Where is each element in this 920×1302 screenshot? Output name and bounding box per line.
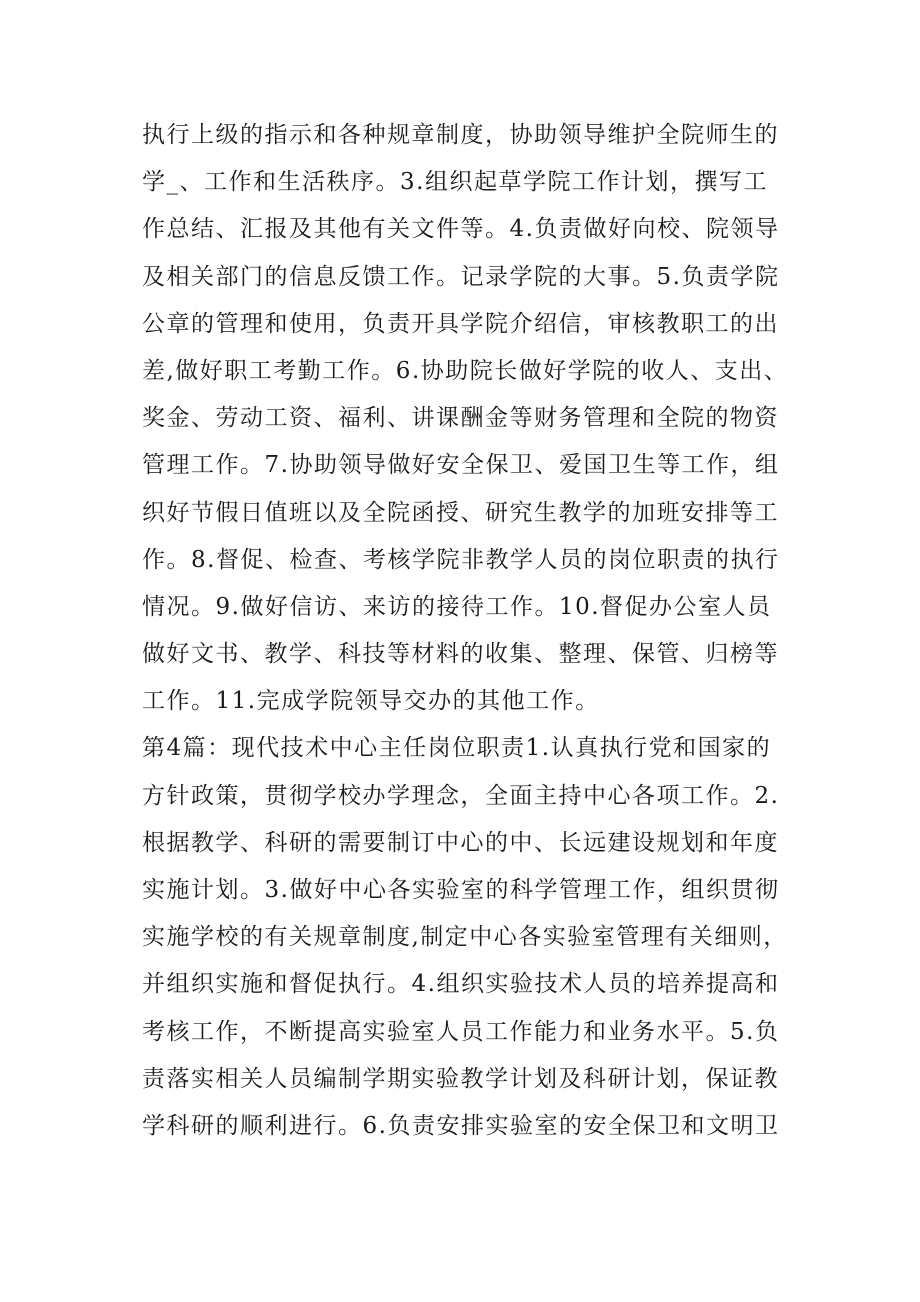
text-line: 实施学校的有关规章制度,制定中心各实验室管理有关细则， [142, 924, 788, 951]
text-line: 执行上级的指示和各种规章制度，协助领导维护全院师生的 [142, 122, 779, 148]
text-line: 及相关部门的信息反馈工作。记录学院的大事。5.负责学院 [142, 263, 780, 290]
text-line: 公章的管理和使用，负责开具学院介绍信，审核教职工的出 [142, 310, 779, 337]
text-line: 考核工作，不断提高实验室人员工作能力和业务水平。5.负 [142, 1018, 780, 1045]
text-line: 学科研的顺利进行。6.负责安排实验室的安全保卫和文明卫 [142, 1112, 780, 1139]
text-line: 作。8.督促、检查、考核学院非教学人员的岗位职责的执行 [142, 546, 780, 573]
text-line: 并组织实施和督促执行。4.组织实验技术人员的培养提高和 [142, 971, 780, 998]
text-line: 奖金、劳动工资、福利、讲课酬金等财务管理和全院的物资 [142, 405, 779, 432]
text-line: 责落实相关人员编制学期实验教学计划及科研计划，保证教 [142, 1065, 779, 1092]
text-line: 情况。9.做好信访、来访的接待工作。10.督促办公室人员 [142, 593, 772, 620]
text-line: 学_、工作和生活秩序。3.组织起草学院工作计划，撰写工 [142, 169, 768, 196]
text-line: 差,做好职工考勤工作。6.协助院长做好学院的收人、支出、 [142, 357, 789, 384]
text-line: 工作。11.完成学院领导交办的其他工作。 [142, 688, 600, 715]
section-heading-line: 第4篇：现代技术中心主任岗位职责1.认真执行党和国家的 [142, 735, 772, 762]
text-line: 作总结、汇报及其他有关文件等。4.负责做好向校、院领导 [142, 216, 780, 243]
text-line: 织好节假日值班以及全院函授、研究生教学的加班安排等工 [142, 499, 779, 526]
text-line: 方针政策，贯彻学校办学理念，全面主持中心各项工作。2. [142, 782, 780, 809]
text-line: 根据教学、科研的需要制订中心的中、长远建设规划和年度 [142, 829, 779, 856]
document-body [142, 112, 802, 1150]
text-line: 管理工作。7.协助领导做好安全保卫、爱国卫生等工作，组 [142, 452, 780, 479]
text-line: 做好文书、教学、科技等材料的收集、整理、保管、归榜等 [142, 641, 779, 668]
text-line: 实施计划。3.做好中心各实验室的科学管理工作，组织贯彻 [142, 877, 780, 903]
